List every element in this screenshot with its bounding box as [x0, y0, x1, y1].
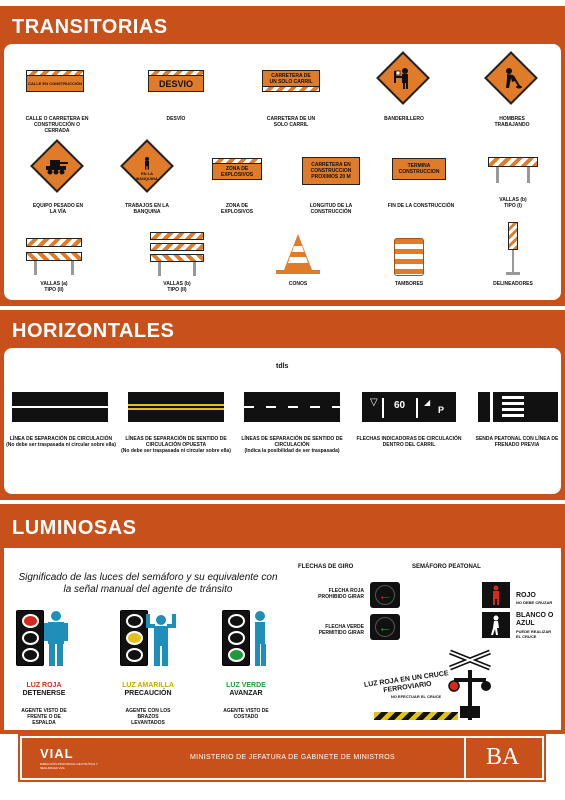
caption-carretera: CARRETERA DE UN SOLO CARRIL: [266, 116, 316, 128]
stop-line: [490, 392, 493, 422]
footer-logo: VIAL: [40, 746, 74, 761]
caption-title: FLECHAS INDICADORAS DE CIRCULACIÓN DENTRO DEL CARRIL: [356, 436, 462, 448]
footer-logo-sub: DIRECCIÓN PROVINCIAL DE POLÍTICA Y SEGURIDAD VIAL: [40, 762, 98, 770]
barrier-type-ii-b: [150, 230, 204, 276]
railroad-barrier: [374, 712, 458, 720]
blanco-sub: PUEDE REALIZAR EL CRUCE: [516, 629, 552, 639]
delineator-base: [506, 272, 520, 275]
caption-line-5: [472, 436, 562, 448]
caption-equipo: EQUIPO PESADO EN LA VÍA: [32, 203, 84, 215]
arrow-number: 60: [394, 400, 406, 411]
road-line: [12, 406, 108, 408]
barrier-type-ii-a: [26, 236, 82, 276]
yellow-action: PRECAUCIÓN: [124, 690, 172, 697]
footer-divider: [464, 738, 466, 778]
section-title-luminosas: LUMINOSAS: [0, 508, 565, 548]
road-line-dashed: [244, 392, 340, 422]
pedestrian-walk-icon: [489, 615, 503, 635]
road-line: [244, 406, 340, 408]
barrier-rail: [150, 243, 204, 251]
section-title-horizontales: HORIZONTALES: [0, 314, 565, 348]
barrier-leg: [71, 261, 74, 275]
caption-title: SENDA PEATONAL CON LÍNEA DE FRENADO PREVIA: [475, 436, 559, 448]
barrier-type-i: [488, 155, 538, 185]
bulb-off: [228, 631, 245, 645]
bulb-red: [22, 614, 39, 628]
agent-front-icon: [42, 610, 70, 673]
sign-text: CALLE EN CONSTRUCCIÓN: [28, 81, 82, 86]
caption-sub: (Indica la posibilidad de ser traspasada): [244, 448, 340, 454]
cone: [272, 232, 324, 276]
caption-desvio: DESVÍO: [166, 116, 186, 122]
worker-icon: [492, 59, 530, 97]
red-label: LUZ ROJA: [26, 682, 62, 689]
bulb-off: [228, 614, 245, 628]
bulb-yellow: [126, 631, 143, 645]
caption-title: LÍNEAS DE SEPARACIÓN DE SENTIDO DE CIRCULACIÓN: [241, 436, 343, 448]
arrow-left-icon: ←: [375, 617, 395, 637]
caption-vallas-b1: VALLAS (b) TIPO (I): [499, 197, 527, 209]
caption-conos: CONOS: [288, 281, 308, 287]
sign-text: DESVIO: [158, 78, 193, 89]
sign-zona-explosivos: [212, 158, 262, 180]
flagger-icon: [384, 59, 422, 97]
traffic-light-red: [16, 610, 44, 666]
agent-side-icon: [250, 610, 270, 673]
caption-zona: ZONA DE EXPLOSIVOS: [220, 203, 254, 215]
caption-sub: (No debe ser traspasada ni circular sobre ella): [6, 442, 116, 448]
drum: [394, 238, 424, 276]
rojo-label: ROJO: [516, 592, 536, 599]
red-action: DETENERSE: [22, 690, 66, 697]
sign-text: TERMINA CONSTRUCCION: [398, 163, 440, 175]
sign-text: ZONA DE EXPLOSIVOS: [220, 165, 254, 178]
stripe-decoration: [27, 71, 83, 76]
luminosas-intro: Significado de las luces del semáforo y su equivalente con la señal manual del agente de tránsito: [18, 572, 278, 595]
yellow-desc: AGENTE CON LOS BRAZOS LEVANTADOS: [125, 708, 171, 726]
red-arrow-light: [370, 582, 400, 608]
bulb-off: [126, 614, 143, 628]
caption-fin: FIN DE LA CONSTRUCCIÓN: [387, 203, 455, 209]
barrier-leg: [496, 167, 499, 183]
road-arrows: [362, 392, 456, 422]
green-label: LUZ VERDE: [226, 682, 266, 689]
yellow-label: LUZ AMARILLA: [122, 682, 174, 689]
footer-ministerio: MINISTERIO DE JEFATURA DE GABINETE DE MINISTROS: [190, 754, 395, 761]
green-action: AVANZAR: [229, 690, 263, 697]
rojo-sub: NO DEBE CRUZAR: [516, 600, 553, 605]
heavy-equipment-icon: [38, 147, 76, 185]
footer-ba-logo: BA: [486, 744, 520, 770]
red-desc: AGENTE VISTO DE FRENTE O DE ESPALDA: [21, 708, 67, 726]
caption-sub: (No debe ser traspasada ni circular sobre ella): [121, 448, 231, 454]
agent-arms-up-icon: [144, 610, 178, 673]
bulb-off: [22, 631, 39, 645]
caption-calle: CALLE O CARRETERA EN CONSTRUCCIÓN O CERRADA: [25, 116, 89, 134]
delineator: [506, 222, 520, 276]
caption-longitud: LONGITUD DE LA CONSTRUCCIÓN: [309, 203, 353, 215]
top-label: tdls: [276, 363, 289, 370]
road-line-separation: [12, 392, 108, 422]
caption-line-4: [356, 436, 462, 448]
road-line-opposite: [128, 392, 224, 422]
road-crosswalk: [478, 392, 558, 422]
caption-tambores: TAMBORES: [394, 281, 424, 287]
stripe-decoration: [149, 71, 203, 76]
caption-title: LÍNEA DE SEPARACIÓN DE CIRCULACIÓN: [9, 436, 113, 442]
delineator-post: [512, 250, 514, 272]
sign-text: EN LA BANQUINA: [136, 171, 158, 181]
arrow-down-icon: ▽: [370, 397, 378, 408]
sign-carretera: [262, 70, 320, 92]
caption-line-1: [6, 436, 116, 448]
caption-hombres: HOMBRES TRABAJANDO: [494, 116, 530, 128]
sign-termina-construccion: [392, 158, 446, 180]
barrier-leg: [527, 167, 530, 183]
delineator-panel: [508, 222, 518, 250]
barrier-rail: [488, 157, 538, 167]
road-line: [128, 404, 224, 406]
cruce-sub: NO EFECTUAR EL CRUCE: [390, 694, 442, 699]
caption-vallas-a: VALLAS (a) TIPO (II): [40, 281, 68, 293]
arrow-left-icon: ←: [375, 585, 395, 605]
peatonal-title: SEMÁFORO PEATONAL: [412, 564, 481, 570]
ped-light-red: [482, 582, 510, 608]
caption-line-2: [120, 436, 232, 454]
caption-delineadores: DELINEADORES: [493, 281, 533, 287]
stripe-decoration: [263, 86, 319, 91]
flecha-verde-label: FLECHA VERDE PERMITIDO GIRAR: [318, 624, 364, 636]
road-line: [382, 398, 384, 418]
barrier-rail: [26, 238, 82, 247]
flechas-title: FLECHAS DE GIRO: [298, 564, 354, 570]
cruce-title: LUZ ROJA EN UN CRUCE FERROVIARIO: [363, 670, 450, 695]
caption-title: LÍNEAS DE SEPARACIÓN DE SENTIDO DE CIRCULACIÓN OPUESTA: [125, 436, 227, 448]
green-arrow-light: [370, 614, 400, 640]
barrier-leg: [34, 261, 37, 275]
sign-text: CARRETERA DE UN SOLO CARRIL: [269, 72, 313, 85]
caption-trabajos: TRABAJOS EN LA BANQUINA: [125, 203, 169, 215]
caption-banderillero: BANDERILLERO: [384, 116, 424, 122]
barrier-rail: [26, 252, 82, 261]
barrier-leg: [193, 262, 196, 276]
ped-light-white: [482, 612, 510, 638]
sign-desvio: [148, 70, 204, 92]
caption-line-3: [238, 436, 346, 454]
barrier-leg: [158, 262, 161, 276]
blanco-label: BLANCO O AZUL: [516, 612, 554, 627]
bulb-off: [22, 648, 39, 662]
road-line: [128, 408, 224, 410]
sign-text: CARRETERA EN CONSTRUCCION PROXIMOS 20 M: [310, 162, 352, 180]
footer-bar: [20, 736, 544, 780]
barrier-rail: [150, 254, 204, 262]
barrier-rail: [150, 232, 204, 240]
road-line: [416, 398, 418, 418]
green-desc: AGENTE VISTO DE COSTADO: [223, 708, 269, 720]
stripe-decoration: [213, 159, 261, 164]
flecha-roja-label: FLECHA ROJA PROHIBIDO GIRAR: [318, 588, 364, 600]
bulb-green: [228, 648, 245, 662]
arrow-letter: P: [438, 405, 445, 415]
arrow-diagonal-icon: ◢: [424, 398, 431, 407]
sign-longitud: [302, 157, 360, 185]
crosswalk-stripes: [502, 396, 524, 418]
section-title-transitorias: TRANSITORIAS: [0, 10, 565, 44]
caption-vallas-b2: VALLAS (b) TIPO (II): [163, 281, 191, 293]
traffic-light-green: [222, 610, 250, 666]
bulb-off: [126, 648, 143, 662]
sign-calle-construccion: [26, 70, 84, 92]
pedestrian-stop-icon: [489, 585, 503, 605]
